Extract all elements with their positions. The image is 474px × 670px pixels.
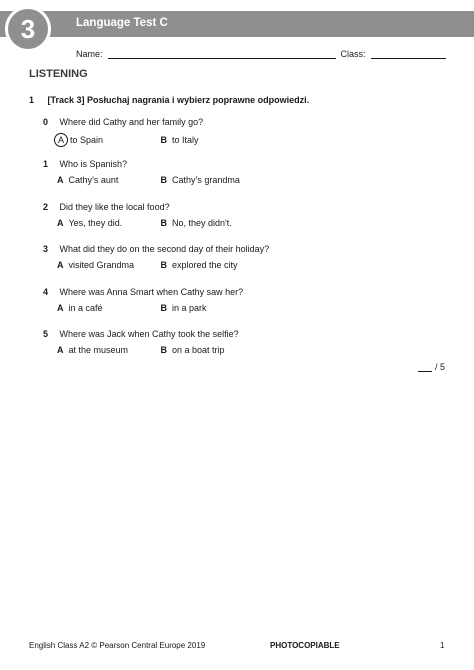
- score-total: / 5: [435, 362, 446, 372]
- footer-page-number: 1: [440, 641, 445, 650]
- header-band: [0, 11, 474, 37]
- section-title: LISTENING: [29, 68, 88, 80]
- question-number: 5: [43, 329, 49, 339]
- question-number: 1: [43, 159, 49, 169]
- question-item: [43, 287, 243, 313]
- option-b-letter: B: [160, 175, 168, 185]
- question-number: 2: [43, 202, 49, 212]
- option-b-text: in a park: [172, 303, 207, 313]
- option-b-text: explored the city: [172, 260, 238, 270]
- question-text: Where was Anna Smart when Cathy saw her?: [59, 287, 244, 297]
- option-b-text: Cathy’s grandma: [172, 175, 240, 185]
- option-b-letter: B: [160, 218, 168, 228]
- option-a[interactable]: [57, 175, 158, 185]
- class-field[interactable]: [371, 48, 446, 59]
- option-b[interactable]: [161, 218, 232, 228]
- question-number: 0: [43, 117, 49, 127]
- question-text: Who is Spanish?: [59, 159, 128, 169]
- question-item: [43, 244, 269, 270]
- option-b-letter: B: [160, 303, 168, 313]
- class-label: Class:: [340, 49, 366, 59]
- footer-photocopiable: PHOTOCOPIABLE: [270, 641, 340, 650]
- question-text: What did they do on the second day of their holiday?: [59, 244, 270, 254]
- option-a-text: visited Grandma: [68, 260, 135, 270]
- option-b-letter: B: [160, 260, 168, 270]
- option-b[interactable]: [161, 175, 240, 185]
- question-text: Did they like the local food?: [59, 202, 170, 212]
- option-b-letter: B: [160, 345, 168, 355]
- option-a[interactable]: [57, 218, 158, 228]
- unit-badge: 3: [5, 6, 51, 52]
- name-field[interactable]: [108, 48, 336, 59]
- option-a-text: Yes, they did.: [68, 218, 123, 228]
- option-a-letter: A: [57, 303, 64, 313]
- question-number: 3: [43, 244, 49, 254]
- option-a-letter: A: [57, 175, 64, 185]
- option-b[interactable]: [161, 303, 207, 313]
- name-class-line: [76, 48, 446, 59]
- option-b-text: on a boat trip: [172, 345, 225, 355]
- option-a-circled-letter: A: [54, 133, 68, 147]
- option-a-letter: A: [57, 260, 64, 270]
- task-instruction-text: [Track 3] Posłuchaj nagrania i wybierz poprawne odpowiedzi.: [47, 95, 310, 105]
- option-a-letter: A: [57, 345, 64, 355]
- option-a[interactable]: [57, 345, 158, 355]
- option-a[interactable]: [57, 133, 158, 147]
- option-a-text: Cathy’s aunt: [68, 175, 119, 185]
- option-a[interactable]: [57, 260, 158, 270]
- option-a[interactable]: [57, 303, 158, 313]
- option-b-text: No, they didn't.: [172, 218, 232, 228]
- option-b-letter: B: [160, 135, 168, 145]
- footer-copyright: English Class A2 © Pearson Central Europe 2019: [29, 641, 206, 650]
- option-b[interactable]: [161, 345, 225, 355]
- name-label: Name:: [76, 49, 103, 59]
- test-title: Language Test C: [76, 17, 168, 29]
- option-b[interactable]: [161, 135, 199, 145]
- question-item: [43, 159, 240, 185]
- option-b-text: to Italy: [172, 135, 199, 145]
- question-text: Where did Cathy and her family go?: [59, 117, 204, 127]
- task-instruction: [29, 95, 309, 105]
- option-a-letter: A: [57, 218, 64, 228]
- option-a-text: in a café: [68, 303, 103, 313]
- option-a-text: to Spain: [70, 135, 104, 145]
- score-field[interactable]: [418, 362, 432, 372]
- option-a-text: at the museum: [68, 345, 129, 355]
- option-b[interactable]: [161, 260, 238, 270]
- question-item: [43, 329, 239, 355]
- task-number: 1: [29, 95, 35, 105]
- question-text: Where was Jack when Cathy took the selfie?: [59, 329, 239, 339]
- question-number: 4: [43, 287, 49, 297]
- question-item: [43, 117, 203, 147]
- question-item: [43, 202, 232, 228]
- score-box: [418, 362, 445, 372]
